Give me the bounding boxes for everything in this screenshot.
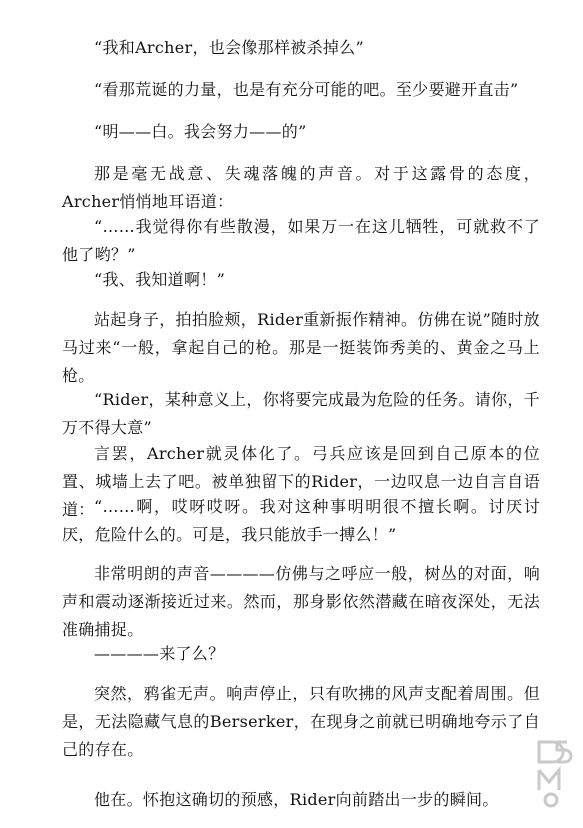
paragraph-11: 非常明朗的声音————仿佛与之呼应一般，树丛的对面，响声和震动逐渐接近过来。然而，那身影依然潜藏在暗夜深处，无法准确捕捉。 (62, 564, 540, 639)
paragraph-9: 言罢，Archer就灵体化了。弓兵应该是回到自己原本的位置、城墙上去了吧。被单独留下的Rider，一边叹息一边自言自语道： (62, 444, 540, 519)
paragraph-5: “……我觉得你有些散漫，如果万一在这儿牺牲，可就救不了他了哟？” (62, 217, 540, 264)
dm5-logo-svg (533, 734, 575, 810)
paragraph-14: 他在。怀抱这确切的预感，Rider向前踏出一步的瞬间。 (94, 790, 499, 809)
paragraph-7: 站起身子，拍拍脸颊，Rider重新振作精神。仿佛在说”随时放马过来“一般，拿起自己的枪。那是一挺装饰秀美的、黄金之马上枪。 (62, 310, 540, 385)
paragraph-10: “……啊，哎呀哎呀。我对这种事明明很不擅长啊。讨厌讨厌，危险什么的。可是，我只能放手一搏么！” (62, 497, 540, 544)
paragraph-8: “Rider，某种意义上，你将要完成最为危险的任务。请你，千万不得大意” (62, 390, 540, 437)
paragraph-12: ————来了么？ (94, 644, 225, 663)
paragraph-2: “看那荒诞的力量，也是有充分可能的吧。至少要避开直击” (94, 80, 519, 99)
paragraph-6: “我、我知道啊！” (94, 270, 226, 289)
paragraph-13: 突然，鸦雀无声。响声停止，只有吹拂的风声支配着周围。但是，无法隐藏气息的Berserker，在现身之前就已明确地夸示了自己的存在。 (62, 684, 540, 759)
dm5-logo-icon (533, 734, 575, 810)
paragraph-4: 那是毫无战意、失魂落魄的声音。对于这露骨的态度，Archer悄悄地耳语道： (62, 164, 540, 211)
paragraph-3: “明——白。我会努力——的” (94, 122, 307, 141)
paragraph-1: “我和Archer，也会像那样被杀掉么” (94, 38, 364, 57)
